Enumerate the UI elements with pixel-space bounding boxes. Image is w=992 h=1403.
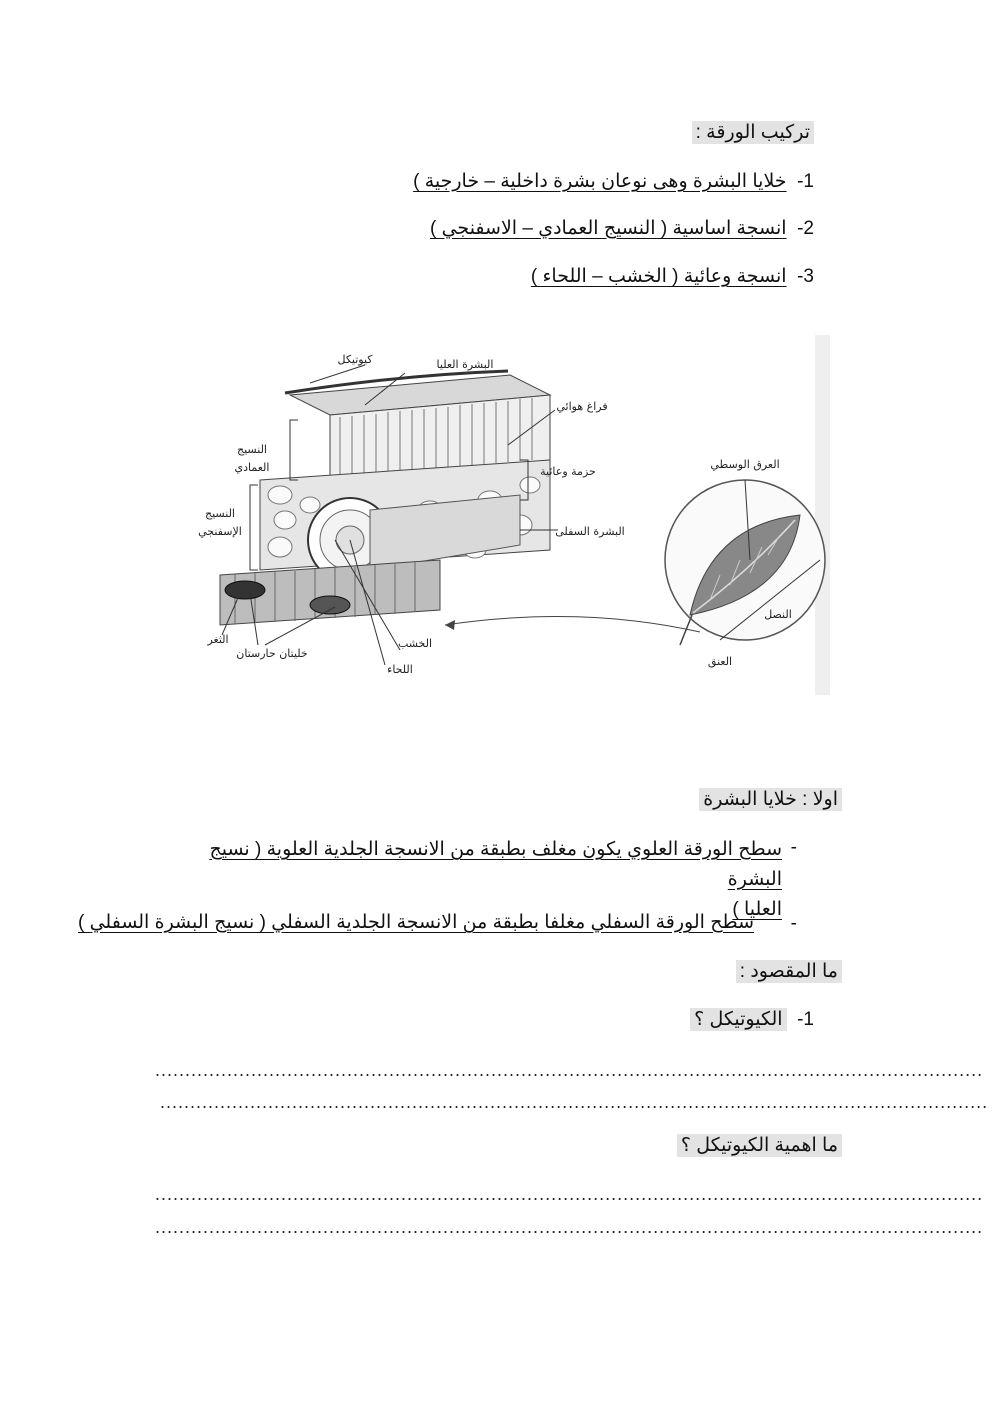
label-cuticle: كيوتيكل	[337, 353, 373, 366]
structure-item-2: -2 انسجة اساسية ( النسيج العمادي – الاسفنجي )	[429, 218, 814, 239]
epidermis-heading: اولا : خلايا البشرة	[699, 788, 842, 811]
structure-item-3: -3 انسجة وعائية ( الخشب – اللحاء )	[530, 266, 814, 287]
epidermis-bullet-1: سطح الورقة العلوي يكون مغلف بطبقة من الانسجة الجلدية العلوية ( نسيج البشرة العليا )	[209, 839, 782, 920]
label-palisade-1: النسيج	[237, 443, 267, 456]
label-xylem: الخشب	[397, 637, 433, 650]
label-spongy-1: النسيج	[205, 507, 235, 520]
stoma-right	[310, 596, 350, 614]
label-stoma: الثغر	[207, 633, 229, 646]
answer-line-3: ..........................................................................................................................................	[155, 1184, 984, 1204]
importance-heading: ما اهمية الكيوتيكل ؟	[677, 1134, 842, 1157]
answer-line-2: ..........................................................................................................................................	[160, 1092, 989, 1112]
bullet-dash-1: -	[790, 837, 797, 858]
label-blade: النصل	[764, 608, 792, 621]
structure-heading: تركيب الورقة :	[692, 121, 814, 144]
structure-item-1: -1 خلايا البشرة وهى نوعان بشرة داخلية – خارجية )	[413, 171, 814, 192]
label-vascular-bundle: حزمة وعائية	[540, 465, 596, 478]
label-palisade-2: العمادي	[234, 461, 270, 474]
label-midrib: العرق الوسطي	[710, 458, 780, 471]
stoma-left	[225, 581, 265, 599]
meaning-heading: ما المقصود :	[736, 960, 842, 983]
label-lower-epidermis: البشرة السفلى	[555, 525, 625, 538]
answer-line-4: ..........................................................................................................................................	[155, 1217, 984, 1237]
label-phloem: اللحاء	[387, 663, 413, 676]
answer-line-1: ..........................................................................................................................................	[155, 1060, 984, 1080]
label-upper-epidermis: البشرة العليا	[436, 358, 494, 371]
meaning-question-1: -1 الكيوتيكل ؟	[690, 1008, 814, 1031]
label-air-space: فراغ هوائي	[556, 400, 608, 413]
epidermis-bullet-2: سطح الورقة السفلي مغلفا بطبقة من الانسجة الجلدية السفلي ( نسيج البشرة السفلي )	[77, 912, 754, 933]
label-petiole: العنق	[707, 655, 733, 668]
bullet-dash-2: -	[790, 913, 797, 934]
label-spongy-2: الإسفنجي	[198, 525, 242, 538]
leaf-cross-section-figure	[190, 335, 830, 695]
label-guard-cells: خليتان حارستان	[236, 647, 308, 660]
